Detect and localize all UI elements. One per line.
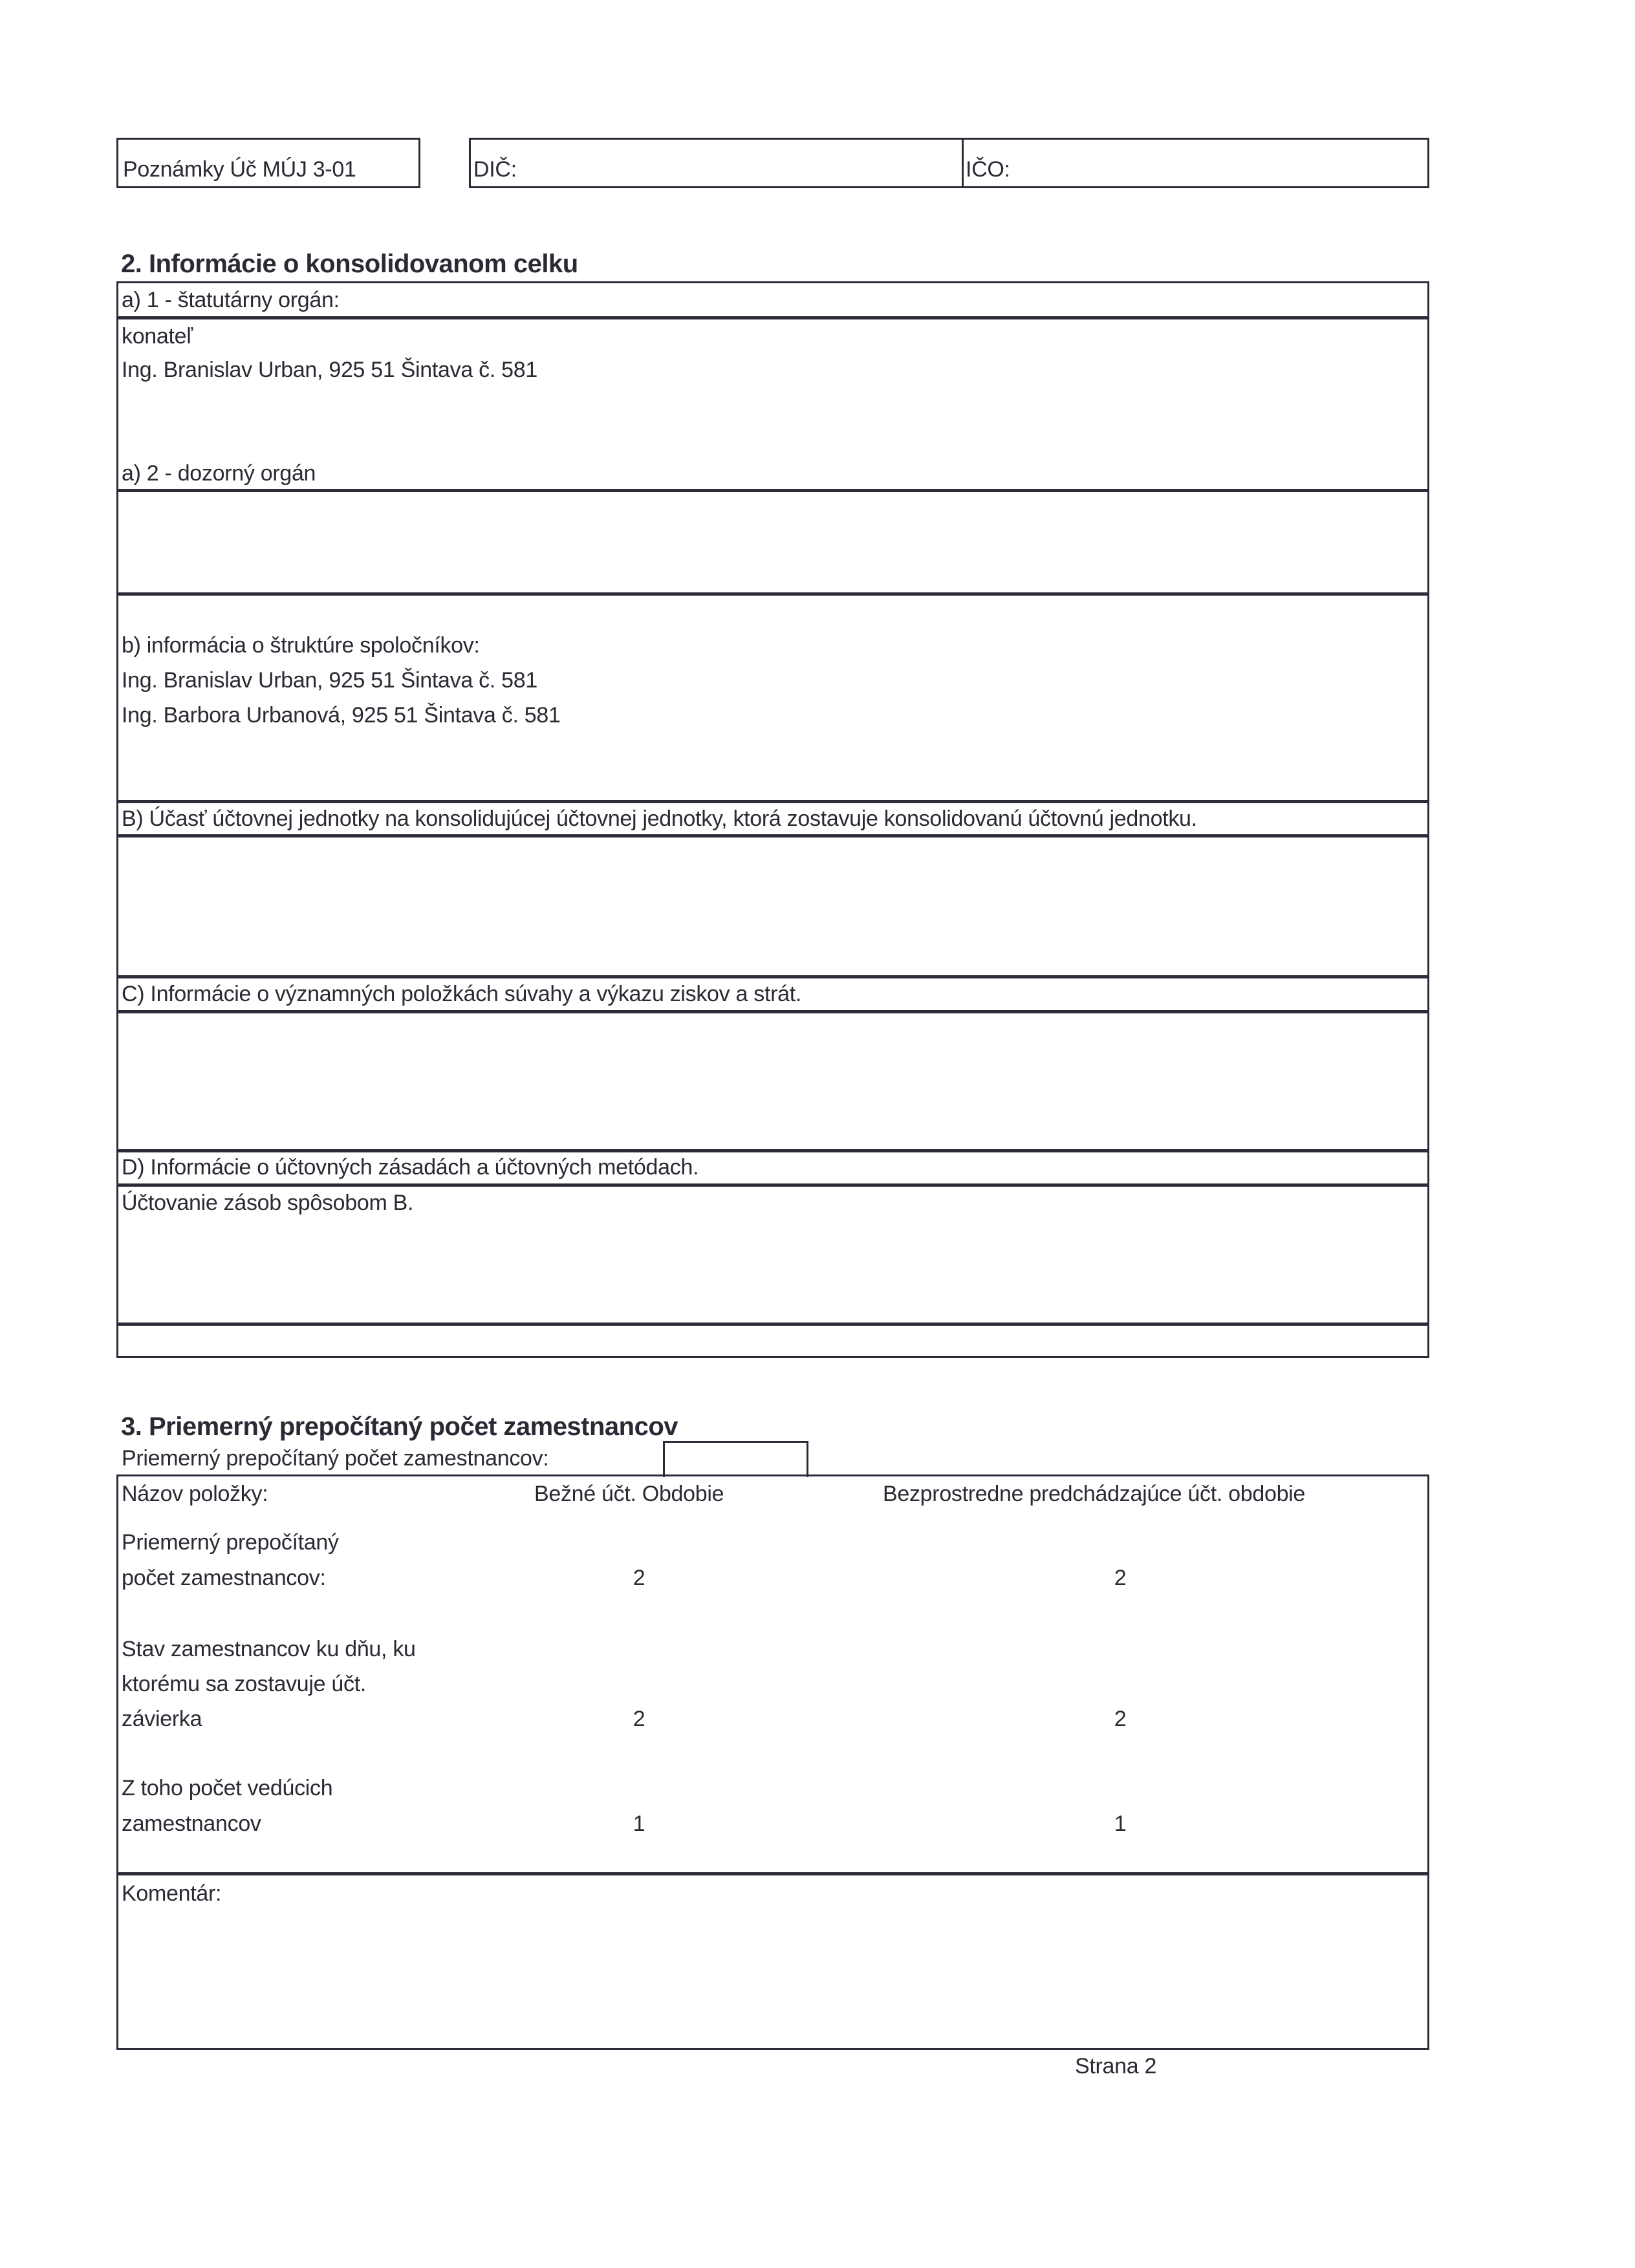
divider <box>116 1149 1429 1152</box>
row-name-line: Stav zamestnancov ku dňu, ku <box>122 1637 416 1661</box>
divider <box>116 592 1429 596</box>
row-current-value: 2 <box>633 1707 645 1731</box>
row-current-value: 1 <box>633 1811 645 1836</box>
divider <box>116 1323 1429 1326</box>
section2-title: 2. Informácie o konsolidovanom celku <box>121 250 578 278</box>
col-header-previous: Bezprostredne predchádzajúce účt. obdobie <box>883 1482 1306 1506</box>
row-previous-value: 2 <box>1114 1707 1127 1731</box>
comment-label: Komentár: <box>122 1881 222 1906</box>
divider <box>116 834 1429 837</box>
avg-employees-label: Priemerný prepočítaný počet zamestnancov: <box>122 1446 549 1471</box>
avg-employees-field[interactable] <box>663 1441 808 1477</box>
dic-field[interactable] <box>517 141 957 185</box>
col-header-name: Názov položky: <box>122 1482 268 1506</box>
partner-item: Ing. Barbora Urbanová, 925 51 Šintava č. 581 <box>122 703 561 728</box>
divider <box>116 1872 1429 1875</box>
comment-field[interactable] <box>120 1911 1426 2044</box>
statutory-role: konateľ <box>122 324 193 349</box>
row-name-line: závierka <box>122 1707 202 1731</box>
section-c-field[interactable] <box>120 1014 1426 1147</box>
section-c-label: C) Informácie o významných položkách súvahy a výkazu ziskov a strát. <box>122 982 802 1006</box>
statutory-person: Ing. Branislav Urban, 925 51 Šintava č. 581 <box>122 358 537 382</box>
section-b-label: B) Účasť účtovnej jednotky na konsolidujúcej účtovnej jednotky, ktorá zostavuje konsolidovanú účtovnú jednotku. <box>122 806 1197 831</box>
divider <box>116 489 1429 492</box>
partners-label: b) informácia o štruktúre spoločníkov: <box>122 633 480 658</box>
section-b-field[interactable] <box>120 838 1426 971</box>
row-previous-value: 2 <box>1114 1566 1127 1590</box>
row-name-line: Priemerný prepočítaný <box>122 1530 339 1555</box>
row-name-line: Z toho počet vedúcich <box>122 1776 333 1800</box>
partner-item: Ing. Branislav Urban, 925 51 Šintava č. 581 <box>122 668 537 693</box>
row-name-line: počet zamestnancov: <box>122 1566 326 1590</box>
row-name-line: ktorému sa zostavuje účt. <box>122 1672 367 1696</box>
row-previous-value: 1 <box>1114 1811 1127 1836</box>
section-d-value: Účtovanie zásob spôsobom B. <box>122 1191 414 1215</box>
supervisory-label: a) 2 - dozorný orgán <box>122 461 316 486</box>
divider <box>116 800 1429 803</box>
divider <box>116 316 1429 319</box>
ico-field[interactable] <box>1009 141 1423 185</box>
divider <box>116 975 1429 978</box>
col-header-current: Bežné účt. Obdobie <box>534 1482 724 1506</box>
ico-label: IČO: <box>966 157 1010 182</box>
dic-label: DIČ: <box>473 157 517 182</box>
divider <box>116 1010 1429 1013</box>
page-number: Strana 2 <box>1075 2054 1157 2079</box>
doc-label: Poznámky Úč MÚJ 3-01 <box>123 157 356 182</box>
divider <box>116 1183 1429 1187</box>
tax-id-divider <box>962 138 964 188</box>
row-name-line: zamestnancov <box>122 1811 261 1836</box>
supervisory-field[interactable] <box>120 493 1426 590</box>
section-d-label: D) Informácie o účtovných zásadách a účtovných metódach. <box>122 1155 699 1180</box>
statutory-label: a) 1 - štatutárny orgán: <box>122 288 340 312</box>
row-current-value: 2 <box>633 1566 645 1590</box>
section3-title: 3. Priemerný prepočítaný počet zamestnancov <box>121 1412 678 1441</box>
